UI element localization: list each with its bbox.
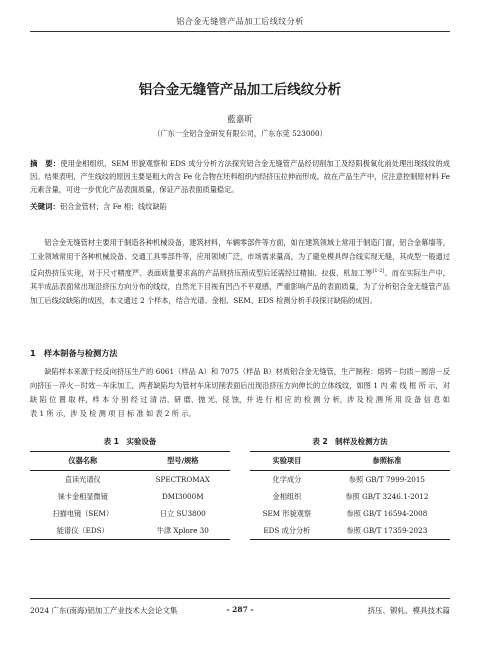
footer-rule [30, 598, 450, 599]
table2-caption: 表 2 制样及检测方法 [312, 437, 388, 446]
header-rule [30, 31, 450, 32]
table-cell: 扫描电镜（SEM） [52, 509, 114, 518]
affiliation: （广东一全铝合金研发有限公司，广东东莞 523000） [153, 129, 327, 138]
table-row [250, 522, 450, 540]
table-cell: 参照 GB/T 7999-2015 [348, 475, 425, 484]
table-cell: 参照 GB/T 17359-2023 [324, 522, 450, 540]
table-row [30, 505, 230, 522]
table-row [250, 488, 450, 505]
table-cell: 能谱仪（EDS） [30, 522, 136, 540]
table-cell: 日立 SU3800 [159, 509, 206, 518]
table-cell: DMI3000M [161, 492, 204, 501]
table-cell: 徕卡金相显微镜 [57, 492, 108, 501]
keywords-text: 铝合金管材；含 Fe 相；线纹缺陷 [60, 202, 167, 211]
table-cell: SEM 形貌观察 [262, 509, 312, 518]
paper-title: 铝合金无缝管产品加工后线纹分析 [138, 82, 342, 98]
section-paragraph: 缺陷样本来源于经反向挤压生产的 6061（样品 A）和 7075（样品 B）材质铝合金无缝管，生产制程：熔铸－均质－圆溶－反向挤压－淬火－时效－车床加工，两者缺陷均为管材车床切削表面后出现沿挤压方向伸长的立体线纹，如图 1 内 索 线 框 所 示，对 缺 陷 位 置 取 样，样 本 分 别 经 过 清 洁、研 磨、抛 光、侵 蚀，并 进 行 相 应 的 检 测 分 析，涉 及 检 测 所 用 设 备 信 息 如 表 1 所 示，涉 及 检 测 项 目 标 准 如 表 2 所 示。 [30, 367, 450, 418]
table-header-cell: 型号/规格 [136, 452, 230, 471]
running-head: 铝合金无缝管产品加工后线纹分析 [176, 17, 304, 26]
table-header-cell: 参照标准 [324, 452, 450, 471]
table-cell: 参照 GB/T 3246.1-2012 [345, 492, 429, 501]
table-row [250, 505, 450, 522]
author: 藍嘉昕 [227, 115, 253, 125]
footer-section: 挤压、锻轧、模具技术篇 [367, 606, 450, 615]
keywords [30, 201, 450, 212]
table-cell: 直读光谱仪 [64, 475, 101, 484]
citation-ref: [1-2] [372, 268, 385, 274]
table-cell: 金相组织 [272, 492, 302, 501]
table-row [250, 471, 450, 489]
table-cell: EDS 成分分析 [250, 522, 324, 540]
table-header-cell: 仪器名称 [30, 452, 136, 471]
table-row [30, 522, 230, 540]
intro-text-end: 。而在实际生产中，其半成品表面常出现沿挤压方向分布的线纹，自然光下目视有凹凸不平观感，严重影响产品的表面质量，为了分析铝合金无缝管产品加工后线纹缺陷的成因，本文通过 2 个样本，结合光谱、金相、SEM、EDS 检测分析手段探讨缺陷的成因。 [30, 268, 450, 306]
table-cell: SPECTROMAX [155, 475, 210, 484]
abstract-label: 摘 要： [30, 159, 61, 168]
table-equipment [30, 451, 230, 540]
abstract [30, 157, 450, 196]
footer-proceedings: 2024 广东(南海)铝加工产业技术大会论文集 [30, 606, 178, 615]
section-heading: 1 样本制备与检测方法 [30, 348, 118, 358]
table1-caption: 表 1 实验设备 [103, 437, 157, 446]
intro-text: 铝合金无缝管材主要用于制造各种机械设备，建筑材料，车辆零部件等方面，如在建筑领域上常用于制造门窗，铝合金幕墙等，工业领域常用于各种机械设备、交通工具零部件等，应用领域广泛，市场需求量高，为了避免模具焊合线实现无缝，其成型一般通过反向热挤压实现，对于尺寸精度严、表面质量要求高的产品则挤压预成型后还需经过精抽、拉拔、机加工等 [30, 238, 450, 278]
table-cell: 化学成分 [272, 475, 302, 484]
table-row [30, 488, 230, 505]
table-cell: 参照 GB/T 16594-2008 [346, 509, 428, 518]
table-methods [250, 451, 450, 540]
keywords-label: 关键词： [30, 202, 60, 211]
table-header-cell: 实验项目 [250, 452, 324, 471]
abstract-text: 使用金相组织、SEM 形貌观察和 EDS 成分分析方法探究铝合金无缝管产品经切削加工及经阳极氧化前处理出现线纹的成因。结果表明，产生线纹的原因主要是粗大的含 Fe 化合物在坯料组织内经挤压拉伸而形成。故在产品生产中，应注意控制原材料 Fe 元素含量，可进一步优化产品表面质量，保证产品表面质量稳定。 [30, 159, 451, 194]
intro-paragraph [30, 236, 450, 308]
table-row [30, 471, 230, 489]
page-number: - 287 - [226, 605, 254, 614]
table-cell: 牛津 Xplore 30 [136, 522, 230, 540]
